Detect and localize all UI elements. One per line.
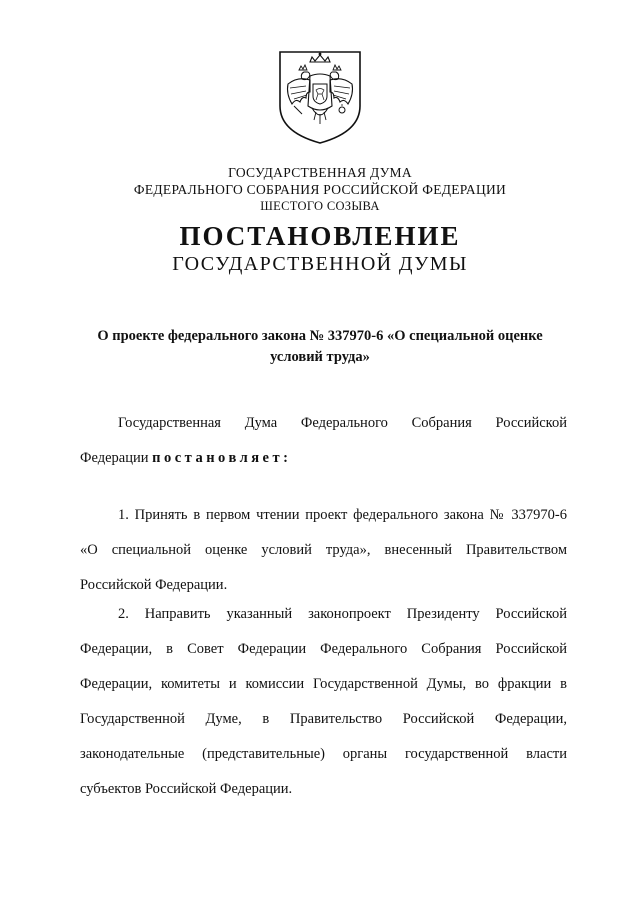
paragraph-line: 1. Принять в первом чтении проект федерального закона № 337970-6 (118, 507, 567, 523)
intro-paragraph (80, 406, 567, 476)
paragraph-line: Федерации, в Совет Федерации Федерального Собрания Российской (80, 641, 567, 657)
paragraph-line: Государственная Дума Федерального Собрания Российской (118, 415, 567, 431)
paragraph-line: 2. Направить указанный законопроект Президенту Российской (118, 606, 567, 622)
paragraph-line: законодательные (представительные) органы государственной власти (80, 746, 567, 762)
resolution-item-1 (80, 498, 567, 603)
document-type-title: ПОСТАНОВЛЕНИЕ (179, 221, 461, 251)
document-issuer: ГОСУДАРСТВЕННОЙ ДУМЫ (172, 253, 468, 275)
org-name-line1: ГОСУДАРСТВЕННАЯ ДУМА (228, 165, 412, 180)
intro-subject: Федерации (80, 450, 153, 466)
org-name-line2: ФЕДЕРАЛЬНОГО СОБРАНИЯ РОССИЙСКОЙ ФЕДЕРАЦИИ (133, 182, 507, 197)
subject-line: условий труда» (270, 349, 370, 365)
document-subject (60, 326, 580, 368)
paragraph-line: Федерации, комитеты и комиссии Государственной Думы, во фракции в (80, 676, 567, 692)
paragraph-line: Российской Федерации. (80, 577, 228, 593)
convocation-label: ШЕСТОГО СОЗЫВА (260, 199, 380, 213)
paragraph-line: «О специальной оценке условий труда», внесенный Правительством (80, 542, 567, 558)
paragraph-line (80, 441, 567, 476)
subject-line: О проекте федерального закона № 337970-6 «О специальной оценке (97, 328, 543, 344)
paragraph-line: субъектов Российской Федерации. (80, 781, 293, 797)
russian-coat-of-arms-icon (272, 48, 368, 146)
resolves-word: постановляет: (152, 450, 292, 466)
paragraph-line: Государственной Думе, в Правительство Российской Федерации, (80, 711, 567, 727)
resolution-item-2 (80, 597, 567, 807)
